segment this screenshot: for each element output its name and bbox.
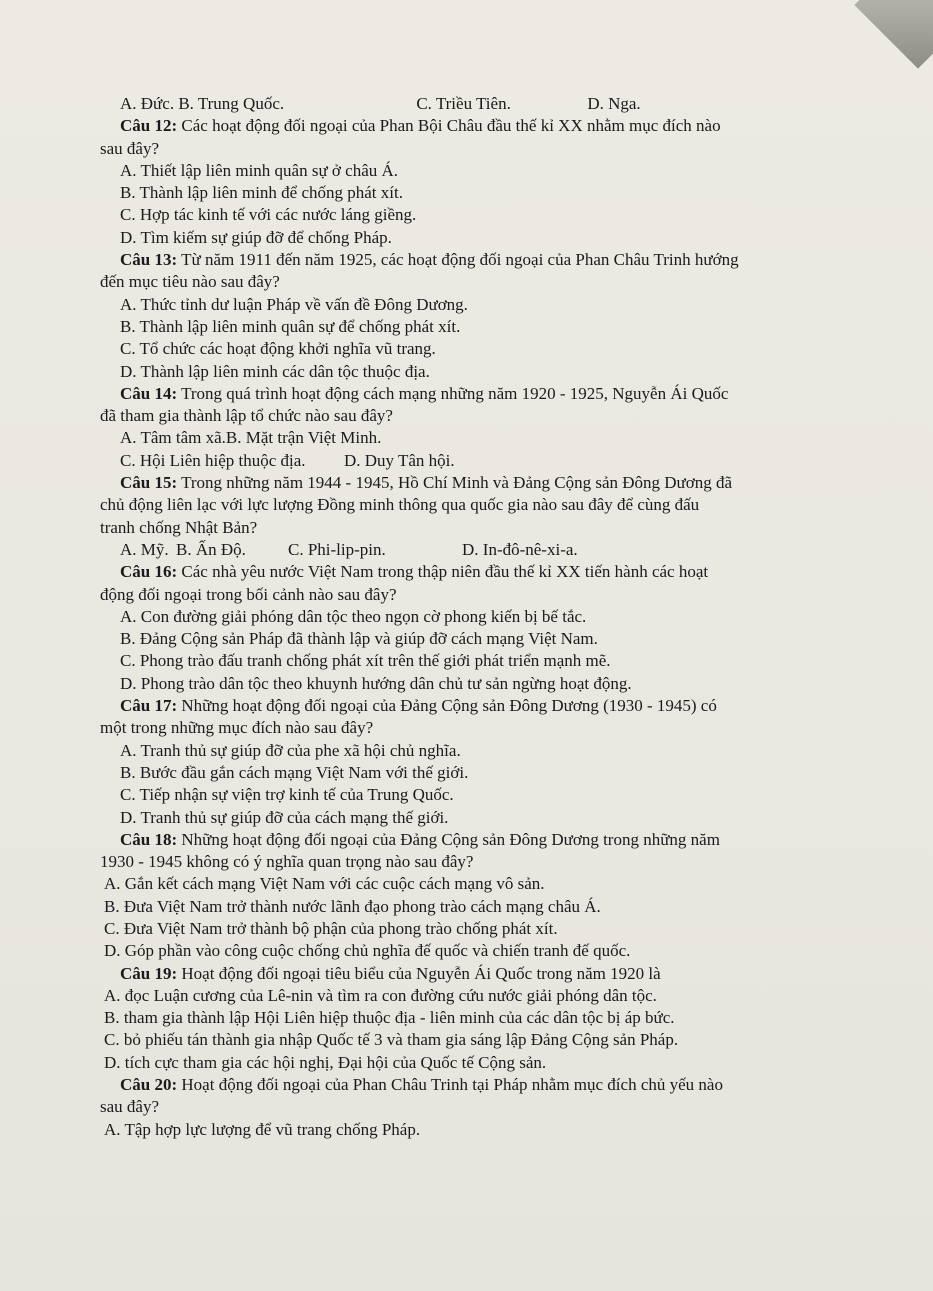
- q18-number: Câu 18:: [120, 829, 178, 849]
- q16-number: Câu 16:: [120, 562, 178, 582]
- q18-stem: [100, 829, 890, 851]
- q15-options: [100, 539, 890, 561]
- q19-option-c: C. bỏ phiếu tán thành gia nhập Quốc tế 3 và tham gia sáng lập Đảng Cộng sản Pháp.: [104, 1030, 679, 1050]
- q15-stem-cont: chủ động liên lạc với lực lượng Đồng minh thông qua quốc gia nào sau đây để cùng đấu: [100, 495, 700, 515]
- q13-number: Câu 13:: [120, 250, 178, 270]
- q13-option-b: B. Thành lập liên minh quân sự để chống phát xít.: [120, 316, 461, 336]
- q19-number: Câu 19:: [120, 963, 178, 983]
- q12-number: Câu 12:: [120, 116, 178, 136]
- q16-option-d: D. Phong trào dân tộc theo khuynh hướng dân chủ tư sản ngừng hoạt động.: [120, 673, 632, 693]
- q18-stem-cont: 1930 - 1945 không có ý nghĩa quan trọng nào sau đây?: [100, 852, 474, 872]
- q16-text-1: Các nhà yêu nước Việt Nam trong thập niên đầu thế kỉ XX tiến hành các hoạt: [181, 562, 709, 582]
- q20-number: Câu 20:: [120, 1075, 178, 1095]
- q15-option-c: C. Phi-lip-pin.: [288, 539, 386, 559]
- q11-answers: [100, 93, 890, 115]
- q11-option-b: B. Trung Quốc.: [178, 94, 285, 113]
- page-fold-corner: [854, 0, 933, 69]
- q20-stem-cont: sau đây?: [100, 1097, 160, 1117]
- q15-option-a: A. Mỹ.: [120, 539, 169, 559]
- q15-stem: [100, 472, 890, 494]
- q17-stem-cont: một trong những mục đích nào sau đây?: [100, 718, 374, 738]
- q11-option-c: C. Triều Tiên.: [416, 94, 511, 113]
- q15-option-b: B. Ấn Độ.: [176, 539, 246, 559]
- q14-stem: [100, 383, 890, 405]
- q13-option-c: C. Tổ chức các hoạt động khởi nghĩa vũ trang.: [120, 339, 436, 359]
- q12-option-d: D. Tìm kiếm sự giúp đỡ để chống Pháp.: [120, 227, 392, 247]
- q14-number: Câu 14:: [120, 383, 178, 403]
- q19-option-a: A. đọc Luận cương của Lê-nin và tìm ra con đường cứu nước giải phóng dân tộc.: [104, 985, 657, 1005]
- q11-option-a: A. Đức.: [120, 94, 175, 113]
- q19-stem: [100, 963, 890, 985]
- q16-stem: [100, 561, 890, 583]
- q11-option-d: D. Nga.: [587, 94, 641, 113]
- q13-stem: [100, 249, 890, 271]
- q14-text-1: Trong quá trình hoạt động cách mạng những năm 1920 - 1925, Nguyễn Ái Quốc: [181, 383, 729, 403]
- q14-option-ab: A. Tâm tâm xã.B. Mặt trận Việt Minh.: [120, 428, 382, 448]
- q19-text-1: Hoạt động đối ngoại tiêu biểu của Nguyễn Ái Quốc trong năm 1920 là: [181, 963, 661, 983]
- q20-option-a: A. Tập hợp lực lượng để vũ trang chống Pháp.: [104, 1119, 421, 1139]
- q12-stem: [100, 115, 890, 137]
- q17-option-a: A. Tranh thủ sự giúp đỡ của phe xã hội chủ nghĩa.: [120, 740, 461, 760]
- q17-text-1: Những hoạt động đối ngoại của Đảng Cộng sản Đông Dương (1930 - 1945) có: [181, 696, 717, 716]
- q16-option-b: B. Đảng Cộng sản Pháp đã thành lập và giúp đỡ cách mạng Việt Nam.: [120, 629, 598, 649]
- exam-text: [100, 93, 890, 1141]
- q17-option-b: B. Bước đầu gắn cách mạng Việt Nam với thế giới.: [120, 762, 469, 782]
- q13-option-d: D. Thành lập liên minh các dân tộc thuộc địa.: [120, 361, 430, 381]
- q16-stem-cont: động đối ngoại trong bối cảnh nào sau đây?: [100, 584, 397, 604]
- q18-text-1: Những hoạt động đối ngoại của Đảng Cộng sản Đông Dương trong những năm: [181, 829, 720, 849]
- q14-option-c: C. Hội Liên hiệp thuộc địa.: [120, 450, 306, 470]
- q18-option-a: A. Gắn kết cách mạng Việt Nam với các cuộc cách mạng vô sản.: [104, 874, 545, 894]
- q13-stem-cont: đến mục tiêu nào sau đây?: [100, 272, 280, 292]
- q13-option-a: A. Thức tỉnh dư luận Pháp về vấn đề Đông Dương.: [120, 294, 468, 314]
- q15-option-d: D. In-đô-nê-xi-a.: [462, 539, 578, 559]
- q12-option-c: C. Hợp tác kinh tế với các nước láng giềng.: [120, 205, 417, 225]
- q14-option-d: D. Duy Tân hội.: [344, 450, 455, 470]
- q20-text-1: Hoạt động đối ngoại của Phan Châu Trinh tại Pháp nhằm mục đích chủ yếu nào: [181, 1075, 723, 1095]
- q14-stem-cont: đã tham gia thành lập tổ chức nào sau đây?: [100, 406, 393, 426]
- q12-text-1: Các hoạt động đối ngoại của Phan Bội Châu đầu thế kỉ XX nhằm mục đích nào: [181, 116, 721, 136]
- q16-option-c: C. Phong trào đấu tranh chống phát xít trên thế giới phát triển mạnh mẽ.: [120, 651, 611, 671]
- q12-option-a: A. Thiết lập liên minh quân sự ở châu Á.: [120, 160, 399, 180]
- q18-option-b: B. Đưa Việt Nam trở thành nước lãnh đạo phong trào cách mạng châu Á.: [104, 896, 601, 916]
- q15-number: Câu 15:: [120, 473, 178, 493]
- q18-option-d: D. Góp phần vào công cuộc chống chủ nghĩa đế quốc và chiến tranh đế quốc.: [104, 941, 631, 961]
- q12-stem-cont: sau đây?: [100, 138, 160, 158]
- q19-option-d: D. tích cực tham gia các hội nghị, Đại hội của Quốc tế Cộng sản.: [104, 1052, 547, 1072]
- q13-text-1: Từ năm 1911 đến năm 1925, các hoạt động đối ngoại của Phan Châu Trinh hướng: [181, 250, 739, 270]
- q17-option-c: C. Tiếp nhận sự viện trợ kinh tế của Trung Quốc.: [120, 785, 454, 805]
- q14-options-cd: [100, 450, 890, 472]
- q18-option-c: C. Đưa Việt Nam trở thành bộ phận của phong trào chống phát xít.: [104, 918, 558, 938]
- q17-option-d: D. Tranh thủ sự giúp đỡ của cách mạng thế giới.: [120, 807, 449, 827]
- q15-text-1: Trong những năm 1944 - 1945, Hồ Chí Minh và Đảng Cộng sản Đông Dương đã: [181, 473, 733, 493]
- q12-option-b: B. Thành lập liên minh để chống phát xít.: [120, 183, 403, 203]
- q17-stem: [100, 695, 890, 717]
- q15-stem-cont-2: tranh chống Nhật Bản?: [100, 517, 258, 537]
- q16-option-a: A. Con đường giải phóng dân tộc theo ngọn cờ phong kiến bị bế tắc.: [120, 606, 587, 626]
- q17-number: Câu 17:: [120, 696, 178, 716]
- q20-stem: [100, 1074, 890, 1096]
- q19-option-b: B. tham gia thành lập Hội Liên hiệp thuộc địa - liên minh của các dân tộc bị áp bức.: [104, 1008, 675, 1028]
